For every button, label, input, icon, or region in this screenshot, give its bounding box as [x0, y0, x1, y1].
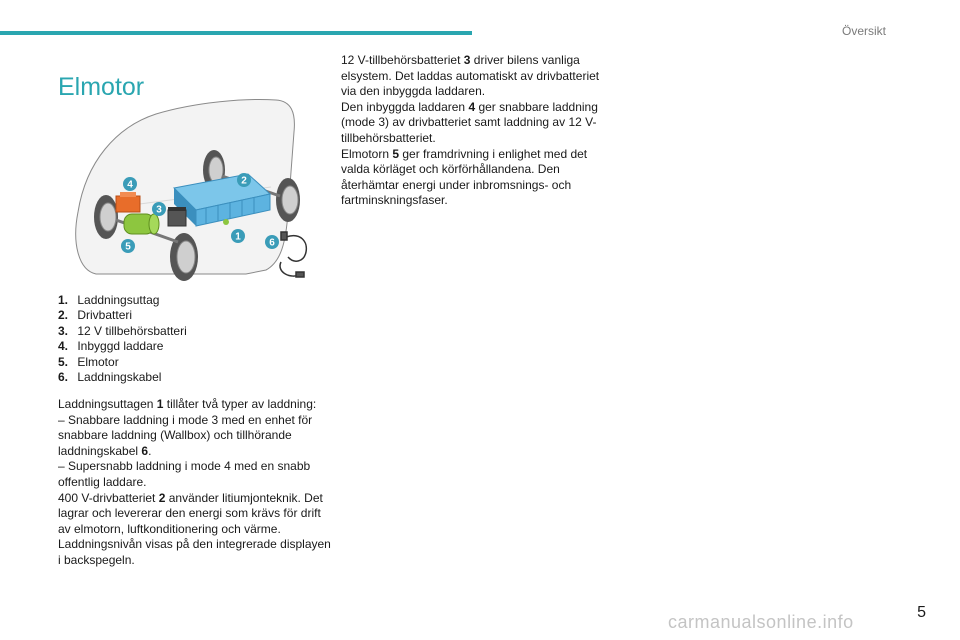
- front-left-wheel: [94, 195, 118, 239]
- watermark: carmanualsonline.info: [668, 612, 854, 632]
- charging-cable: [280, 232, 306, 277]
- list-item: 3. 12 V tillbehörsbatteri: [58, 323, 187, 338]
- callout-5-label: 5: [125, 241, 131, 253]
- paragraph: 400 V-drivbatteriet 2 använder litiumjonteknik. Det lagrar och levererar den energi som krävs för drift av elmotorn, luftkonditionering och värme. Laddningsnivån visas på den integrerade displayen i backspegeln.: [58, 490, 331, 567]
- paragraph: 12 V-tillbehörsbatteriet 3 driver bilens vanliga elsystem. Det laddas automatiskt av drivbatteriet via den inbyggda laddaren.: [341, 53, 600, 99]
- list-item: 4. Inbyggd laddare: [58, 339, 164, 354]
- electric-motor: [124, 214, 159, 234]
- parts-list: [58, 293, 328, 385]
- paragraph: – Snabbare laddning i mode 3 med en enhet för snabbare laddning (Wallbox) och tillhörande laddningskabel 6.: [58, 412, 313, 458]
- callout-4-label: 4: [127, 179, 133, 191]
- paragraph: Laddningsuttagen 1 tillåter två typer av laddning:: [58, 397, 317, 411]
- list-item: 6. Laddningskabel: [58, 370, 162, 385]
- rear-left-wheel: [276, 178, 300, 222]
- paragraph: Elmotorn 5 ger framdrivning i enlighet med det valda körläget och körförhållandena. Den återhämtar energi under inbromsnings- och fartminskningsfaser.: [341, 146, 588, 208]
- paragraph: – Supersnabb laddning i mode 4 med en snabb offentlig laddare.: [58, 459, 311, 489]
- left-text-column: [58, 397, 333, 569]
- right-text-column: [341, 53, 616, 209]
- callout-1-label: 1: [235, 231, 241, 243]
- list-item: 2. Drivbatteri: [58, 308, 133, 323]
- callout-6-label: 6: [269, 237, 275, 249]
- list-item: 1. Laddningsuttag: [58, 293, 160, 307]
- page-title: Elmotor: [58, 72, 145, 101]
- page-number: 5: [917, 604, 926, 621]
- header-accent-bar: [0, 31, 472, 35]
- paragraph: Den inbyggda laddaren 4 ger snabbare laddning (mode 3) av drivbatteriet samt laddning av 12 V-tillbehörsbatteriet.: [341, 99, 598, 145]
- aux-battery: [168, 207, 186, 226]
- callout-3-label: 3: [156, 204, 162, 216]
- charging-socket: [223, 219, 229, 225]
- electric-drivetrain-illustration: [56, 92, 326, 290]
- section-label: Översikt: [841, 24, 886, 38]
- list-item: 5. Elmotor: [58, 354, 119, 369]
- callout-2-label: 2: [241, 175, 247, 187]
